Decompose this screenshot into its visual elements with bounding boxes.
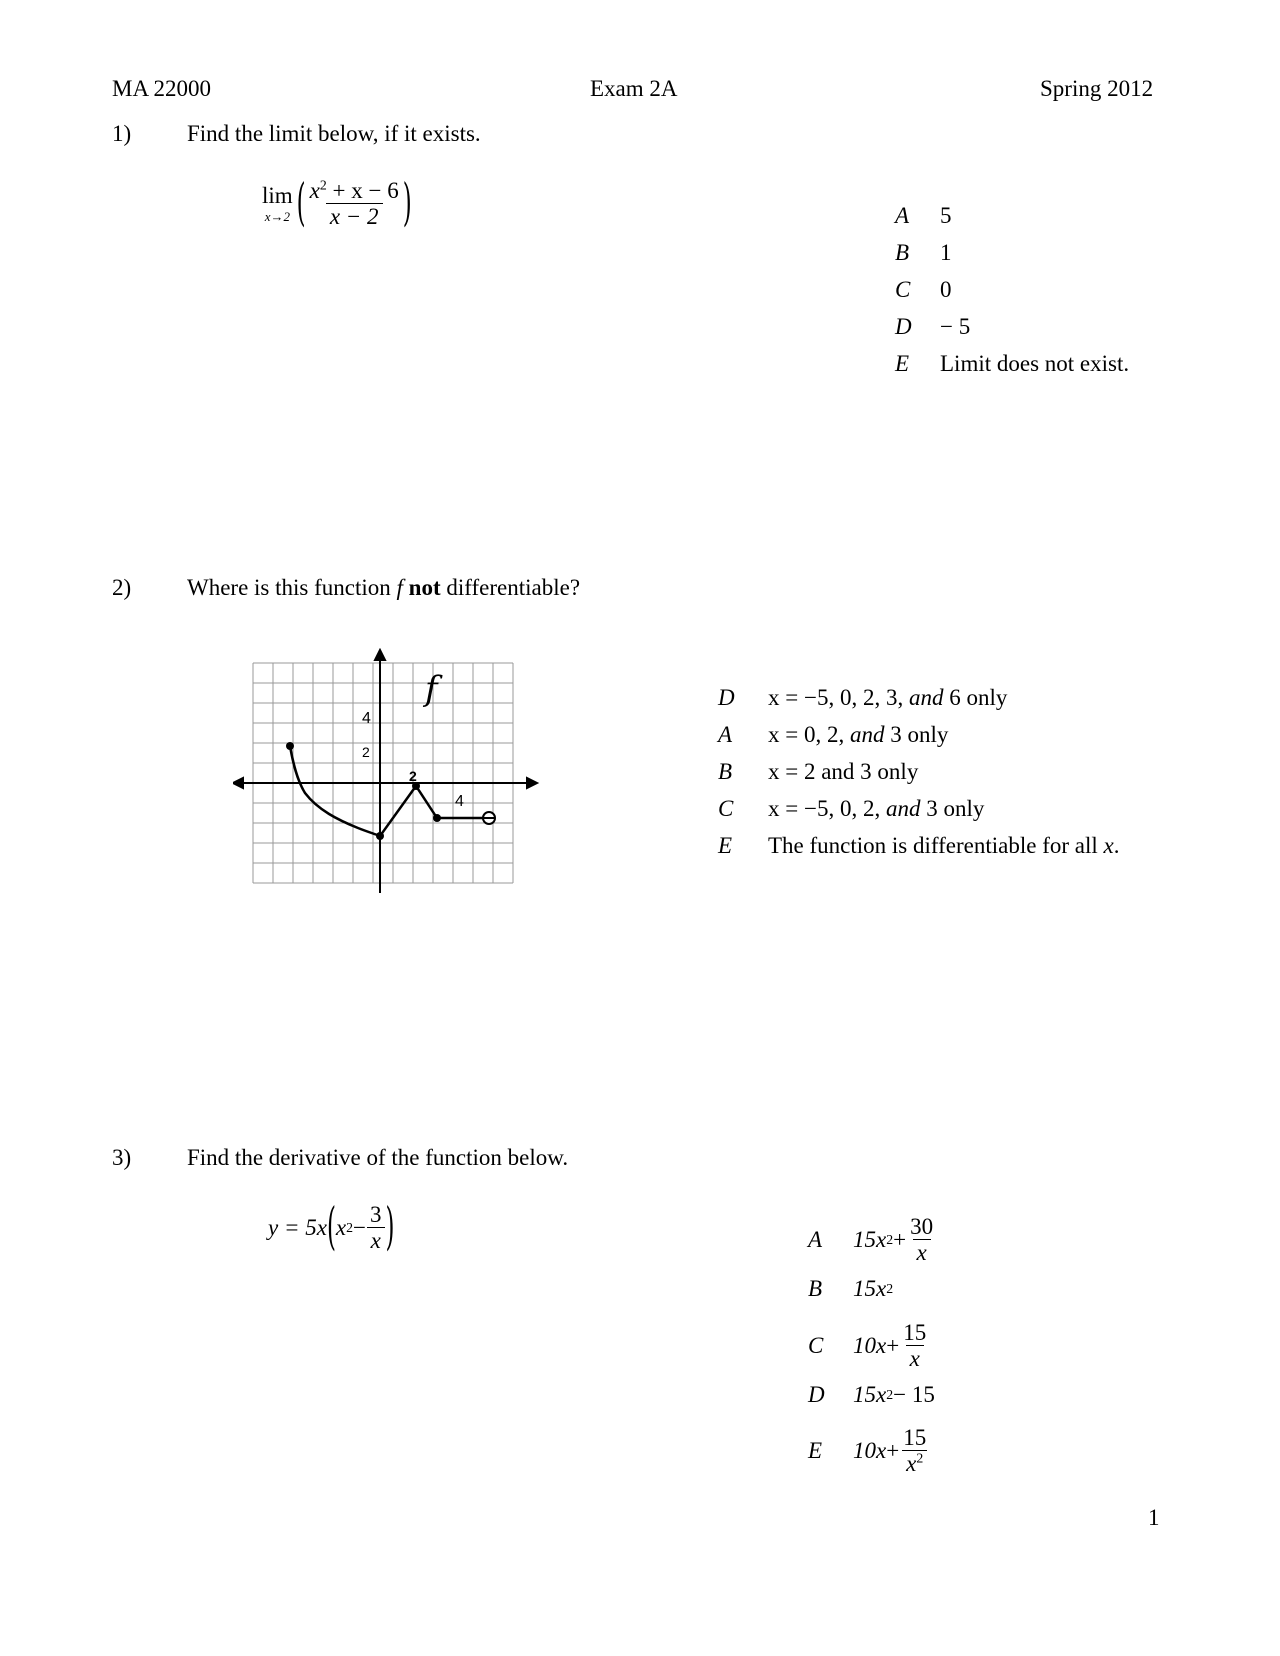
question-2-prompt: Where is this function f not differentiable? [187,575,581,600]
graph-min-point [376,832,384,840]
graph-corner-point [433,814,441,822]
graph-axes [233,650,537,893]
graph-grid [253,663,513,883]
graph-start-point [286,742,294,750]
q3-choice-c[interactable]: C 10x + $\frac{15}{x}$ [808,1320,927,1372]
graph-tick-y4: 4 [362,710,371,727]
question-1-number: 1) [112,121,132,146]
function-graph [233,648,543,898]
graph-tick-x2: 2 [409,768,417,784]
question-2-number: 2) [112,575,132,600]
graph-tick-x4: 4 [455,793,464,810]
exam-term: Spring 2012 [1040,76,1154,101]
q3-choice-d[interactable]: D 15x 2 − 15 [808,1382,935,1407]
graph-function-label: f [425,669,438,709]
question-1-prompt: Find the limit below, if it exists. [187,121,481,146]
q3-choice-e[interactable]: E 10x + $\frac{15}{x^2}$ [808,1425,927,1477]
graph-tick-y2: 2 [362,744,370,760]
exam-title: Exam 2A [590,76,678,101]
limit-fraction: $\frac{x^2 + x - 6}{x - 2}$ [309,177,399,230]
question-1-expression: lim x→2 ( $\frac{x^2 + x - 6}{x - 2}$ ) [262,175,412,233]
question-3-expression: y = 5x ( x 2 − $\frac{3}{x}$ ) [268,1199,395,1257]
limit-subscript: x→2 [264,208,290,224]
question-3-number: 3) [112,1145,132,1170]
question-3-prompt: Find the derivative of the function below. [187,1145,569,1170]
q3-choice-b[interactable]: B 15x 2 [808,1276,894,1301]
page-number: 1 [1148,1505,1160,1530]
q3-choice-a[interactable]: A 15x 2 + $\frac{30}{x}$ [808,1214,934,1266]
course-code: MA 22000 [112,76,212,101]
limit-operator: lim [262,182,293,208]
